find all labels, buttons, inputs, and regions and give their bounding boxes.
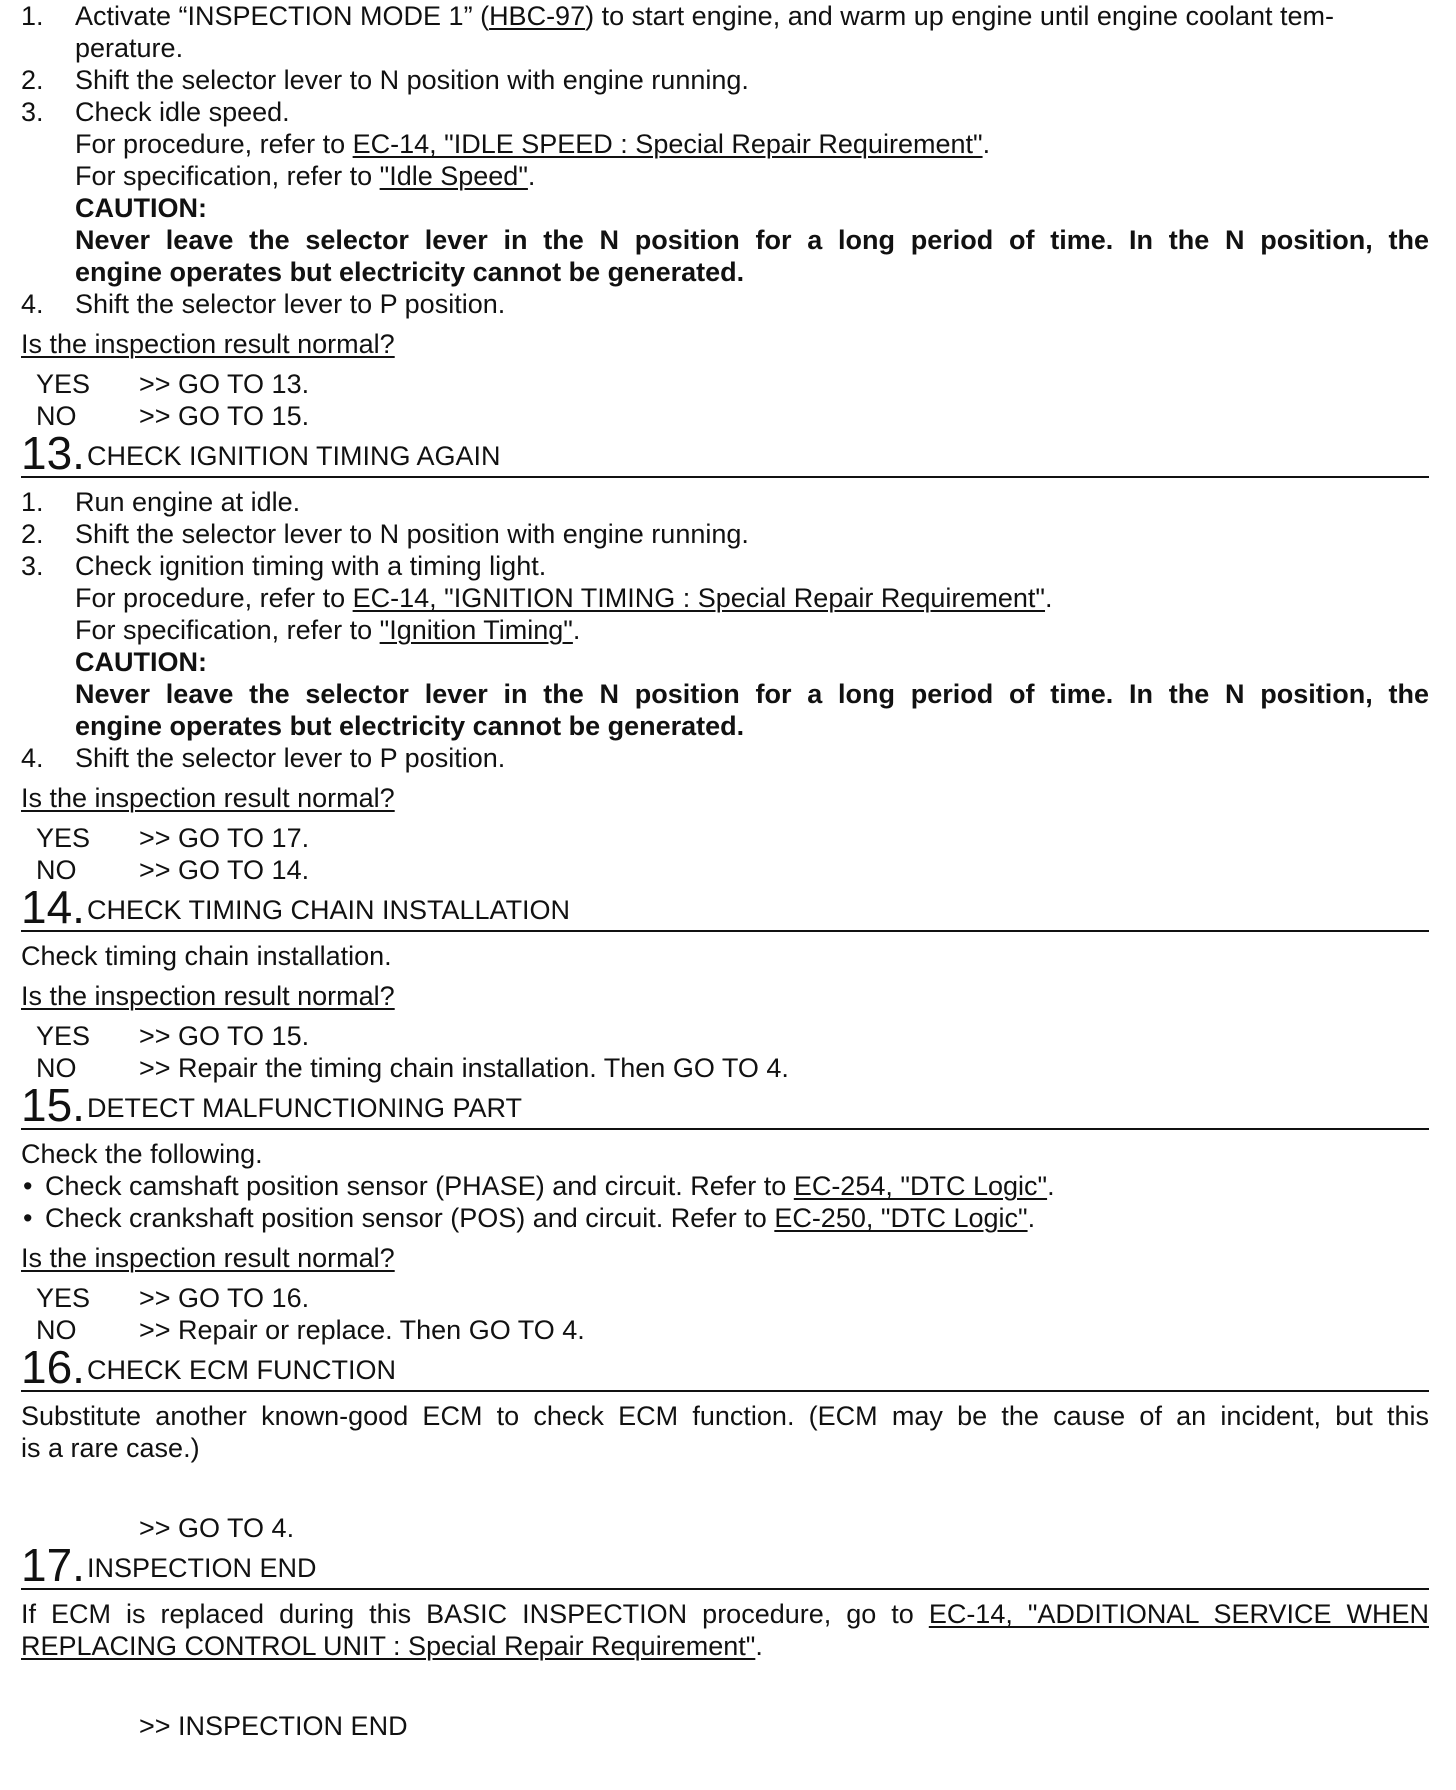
list-item: 1. Run engine at idle.: [21, 487, 301, 517]
link-ec-14-additional-service[interactable]: EC-14, "ADDITIONAL SERVICE WHEN: [928, 1599, 1429, 1629]
section-16-action: >> GO TO 4.: [139, 1513, 295, 1543]
section-14-body: Check timing chain installation.: [21, 941, 392, 971]
section-15-body: Check the following.: [21, 1139, 263, 1169]
section-16-header: 16. CHECK ECM FUNCTION: [21, 1346, 1429, 1392]
section-13-header: 13. CHECK IGNITION TIMING AGAIN: [21, 432, 1429, 478]
inspection-question: Is the inspection result normal?: [21, 329, 395, 359]
inspection-question: Is the inspection result normal?: [21, 783, 395, 813]
answer-block: YES >> GO TO 13. NO >> GO TO 15.: [36, 369, 310, 431]
section-15-header: 15. DETECT MALFUNCTIONING PART: [21, 1084, 1429, 1130]
section-17-body: If ECM is replaced during this BASIC INSPECTION procedure, go to EC-14, "ADDITIONAL SERVICE WHEN: [21, 1599, 1429, 1629]
caution-heading: CAUTION:: [75, 647, 207, 677]
link-ec-254[interactable]: EC-254, "DTC Logic": [793, 1171, 1048, 1201]
link-ignition-timing-procedure[interactable]: EC-14, "IGNITION TIMING : Special Repair Requirement": [352, 583, 1046, 613]
list-item: 2. Shift the selector lever to N position with engine running.: [21, 65, 749, 95]
list-item: 4. Shift the selector lever to P position.: [21, 743, 506, 773]
answer-block: YES >> GO TO 17. NO >> GO TO 14.: [36, 823, 310, 885]
caution-heading: CAUTION:: [75, 193, 207, 223]
caution-text: Never leave the selector lever in the N position for a long period of time. In the N position, the: [75, 679, 1429, 709]
inspection-question: Is the inspection result normal?: [21, 1243, 395, 1273]
link-ignition-timing-spec[interactable]: "Ignition Timing": [379, 615, 573, 645]
section-16-body: Substitute another known-good ECM to check ECM function. (ECM may be the cause of an incident, but this: [21, 1401, 1429, 1431]
list-item: 2. Shift the selector lever to N position with engine running.: [21, 519, 749, 549]
step-list-13: 1. Run engine at idle. 2. Shift the selector lever to N position with engine running. 3. Check ignition timing with a timing light. For procedure, refer to EC-14, "IGNITION TIMING : Special Repair Requirement". For specification, refer to "Ignition Timing". CAUTION: Never leave the selector lever in the N position for a long period of time. In the N position, the engine operates but electricity cannot be generated. 4. Shift the selector lever to P position.: [21, 487, 1429, 773]
document-page: 1. Activate “INSPECTION MODE 1” (HBC-97) to start engine, and warm up engine until engine coolant tem- perature. 2. Shift the selector lever to N position with engine running. 3. Check idle speed. For procedure, refer to EC-14, "IDLE SPEED : Special Repair Requirement". For specification, refer to "Idle Speed". CAUTION: Never leave the selector lever in the N position for a long period of time. In the N position, the engine operates but electricity cannot be generated. 4. Shift the selector lever to P position. Is the inspection result normal? YES >> GO TO 13. NO >> GO TO 15. 13. CHECK IGNITION TIMING AGAIN 1. Run engine at idle. 2. Shift the selector lever to N position with engine running. 3. Check ignition timing with a timing light. For procedure, refer to EC-14, "IGNITION TIMING : Special Repair Requirement". For specification, refer to "Ignition Timing". CAUTION: Never leave the selector lever in the N position for a long period of time. In the N position, the engine operates but electricity cannot be generated. 4. Shift the selector lever to P position. Is the inspection result normal? YES >> GO TO 17. NO >> GO TO 14. 14. CHECK TIMING CHAIN INSTALLATION Check timing chain installation. Is the inspection result normal? YES >> GO TO 15. NO >> Repair the timing chain installation. Then GO TO 4. 15. DETECT MALFUNCTIONING PART Check the following. • Check camshaft position sensor (PHASE) and circuit. Refer to EC-254, "DTC Logic". • Check crankshaft position sensor (POS) and circuit. Refer to EC-250, "DTC Logic". Is the inspection result normal? YES >> GO TO 16. NO >> Repair or replace. Then GO TO 4. 16. CHECK ECM FUNCTION Substitute another known-good ECM to check ECM function. (ECM may be the cause of an incident, but this is a rare case.) >> GO TO 4. 17. INSPECTION END If ECM is replaced during this BASIC INSPECTION procedure, go to EC-14, "ADDITIONAL SERVICE WHEN REPLACING CONTROL UNIT : Special Repair Requirement". >> INSPECTION END: [21, 1, 1429, 1741]
section-17-header: 17. INSPECTION END: [21, 1544, 1429, 1590]
link-ec-14-additional-service-cont[interactable]: REPLACING CONTROL UNIT : Special Repair Requirement": [21, 1631, 756, 1661]
answer-block: YES >> GO TO 16. NO >> Repair or replace. Then GO TO 4.: [36, 1283, 585, 1345]
list-item: 4. Shift the selector lever to P position.: [21, 289, 506, 319]
section-14-header: 14. CHECK TIMING CHAIN INSTALLATION: [21, 886, 1429, 932]
link-ec-250[interactable]: EC-250, "DTC Logic": [774, 1203, 1028, 1233]
list-item: • Check crankshaft position sensor (POS) and circuit. Refer to EC-250, "DTC Logic".: [23, 1203, 1036, 1233]
list-item: 3. Check idle speed.: [21, 97, 290, 127]
list-item: • Check camshaft position sensor (PHASE) and circuit. Refer to EC-254, "DTC Logic".: [23, 1171, 1055, 1201]
link-idle-speed-spec[interactable]: "Idle Speed": [379, 161, 528, 191]
inspection-question: Is the inspection result normal?: [21, 981, 395, 1011]
link-idle-speed-procedure[interactable]: EC-14, "IDLE SPEED : Special Repair Requirement": [352, 129, 983, 159]
answer-block: YES >> GO TO 15. NO >> Repair the timing chain installation. Then GO TO 4.: [36, 1021, 789, 1083]
step-list-12: 1. Activate “INSPECTION MODE 1” (HBC-97) to start engine, and warm up engine until engine coolant tem- perature. 2. Shift the selector lever to N position with engine running. 3. Check idle speed. For procedure, refer to EC-14, "IDLE SPEED : Special Repair Requirement". For specification, refer to "Idle Speed". CAUTION: Never leave the selector lever in the N position for a long period of time. In the N position, the engine operates but electricity cannot be generated. 4. Shift the selector lever to P position.: [21, 1, 1429, 319]
list-item: 3. Check ignition timing with a timing light.: [21, 551, 547, 581]
list-item: 1. Activate “INSPECTION MODE 1” (HBC-97) to start engine, and warm up engine until engine coolant tem-: [21, 1, 1335, 31]
section-17-action: >> INSPECTION END: [139, 1711, 408, 1741]
link-hbc-97[interactable]: HBC-97: [489, 1, 586, 31]
caution-text: Never leave the selector lever in the N position for a long period of time. In the N position, the: [75, 225, 1429, 255]
